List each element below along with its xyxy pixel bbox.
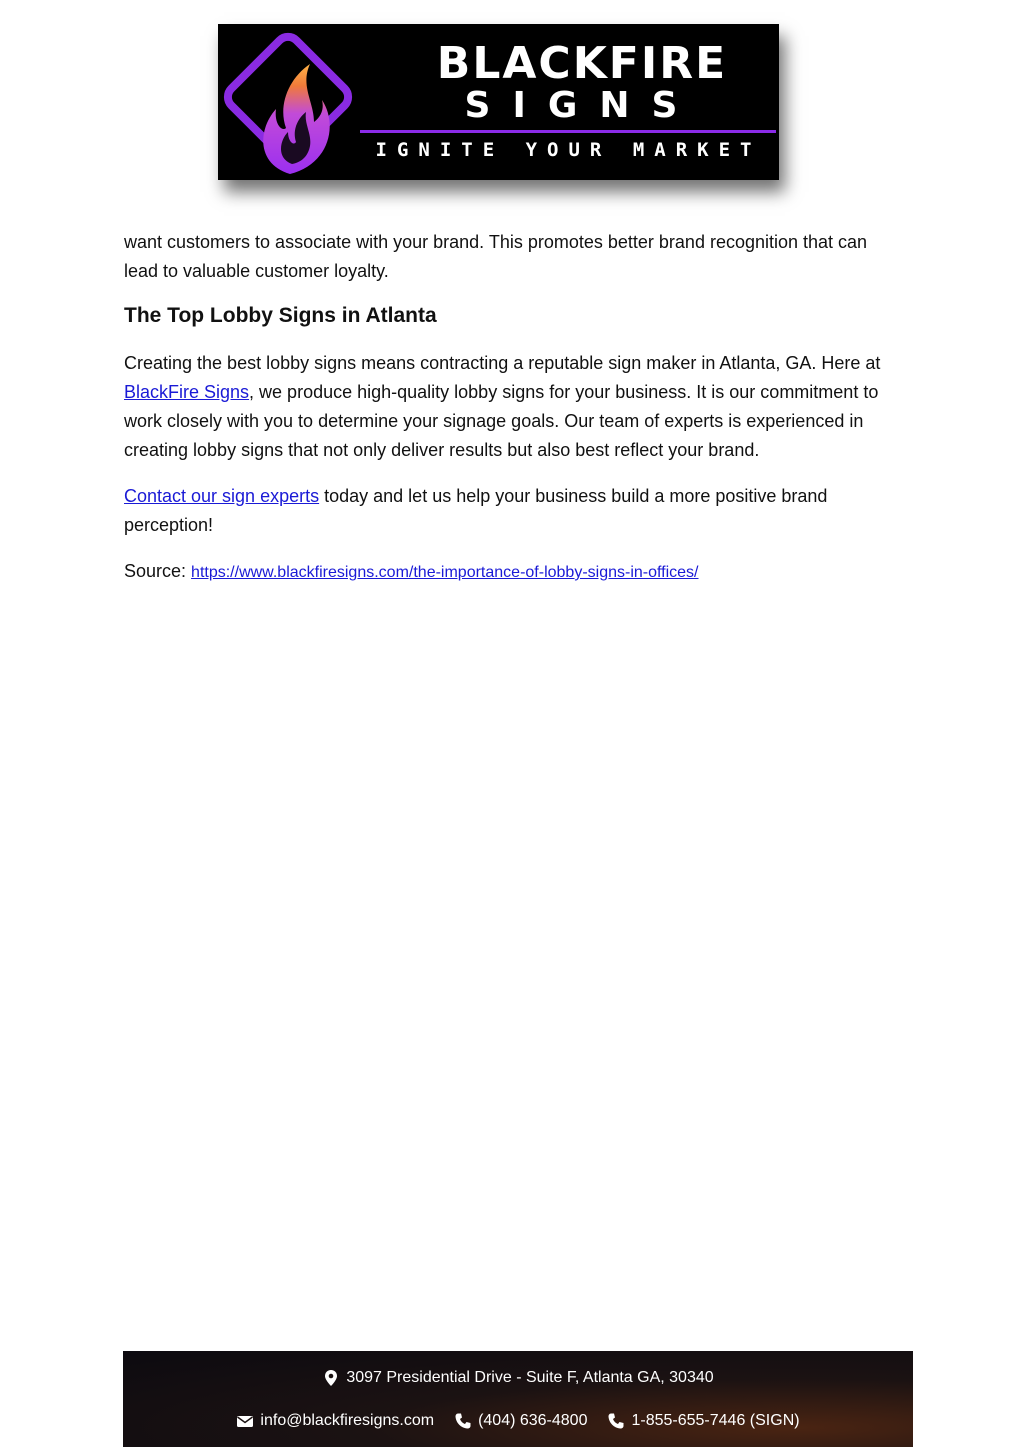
footer-phone-local-text: (404) 636-4800 [478,1412,588,1429]
source-url-link[interactable]: https://www.blackfiresigns.com/the-importance-of-lobby-signs-in-offices/ [191,564,699,581]
footer-contact-row [123,1408,913,1434]
logo-divider [360,130,776,133]
footer-email[interactable] [236,1412,434,1430]
source-label: Source: [124,561,192,581]
phone-icon [454,1412,472,1430]
logo-name-line1: BLACKFIRE [436,38,728,89]
logo-tagline: IGNITE YOUR MARKET [375,139,762,161]
paragraph-contact [124,482,900,540]
footer-phone-toll-free-text: 1-855-655-7446 (SIGN) [631,1412,800,1429]
paragraph3-text-after: today and let us help your business build a more positive brand perception! [124,486,828,535]
article-body [124,228,900,587]
blackfire-signs-link[interactable]: BlackFire Signs [124,382,250,402]
paragraph2-text-after: , we produce high-quality lobby signs for your business. It is our commitment to work closely with you to determine your signage goals. Our team of experts is experienced in creating lobby signs that not only deliver results but also best reflect your brand. [124,382,879,460]
logo-name-line2: SIGNS [464,85,700,126]
paragraph2-text-before: Creating the best lobby signs means contracting a reputable sign maker in Atlanta, GA. Here at [124,353,881,373]
phone-icon [607,1412,625,1430]
footer-address-text: 3097 Presidential Drive - Suite F, Atlanta GA, 30340 [346,1369,714,1386]
map-pin-icon [322,1369,340,1387]
section-heading: The Top Lobby Signs in Atlanta [124,304,437,327]
blackfire-signs-logo [218,24,779,180]
source-line [124,557,900,587]
footer-email-text: info@blackfiresigns.com [260,1412,435,1429]
contact-experts-link[interactable]: Contact our sign experts [124,486,320,506]
footer-address [322,1369,713,1387]
footer-phone-local[interactable] [454,1412,587,1430]
paragraph-lobby-signs [124,349,900,465]
intro-paragraph: want customers to associate with your brand. This promotes better brand recognition that can lead to valuable customer loyalty. [124,232,868,281]
footer-contact-bar [123,1351,913,1447]
footer-address-row [123,1365,913,1391]
flame-diamond-icon [218,24,368,180]
envelope-icon [236,1412,254,1430]
footer-phone-toll-free[interactable] [607,1412,799,1430]
